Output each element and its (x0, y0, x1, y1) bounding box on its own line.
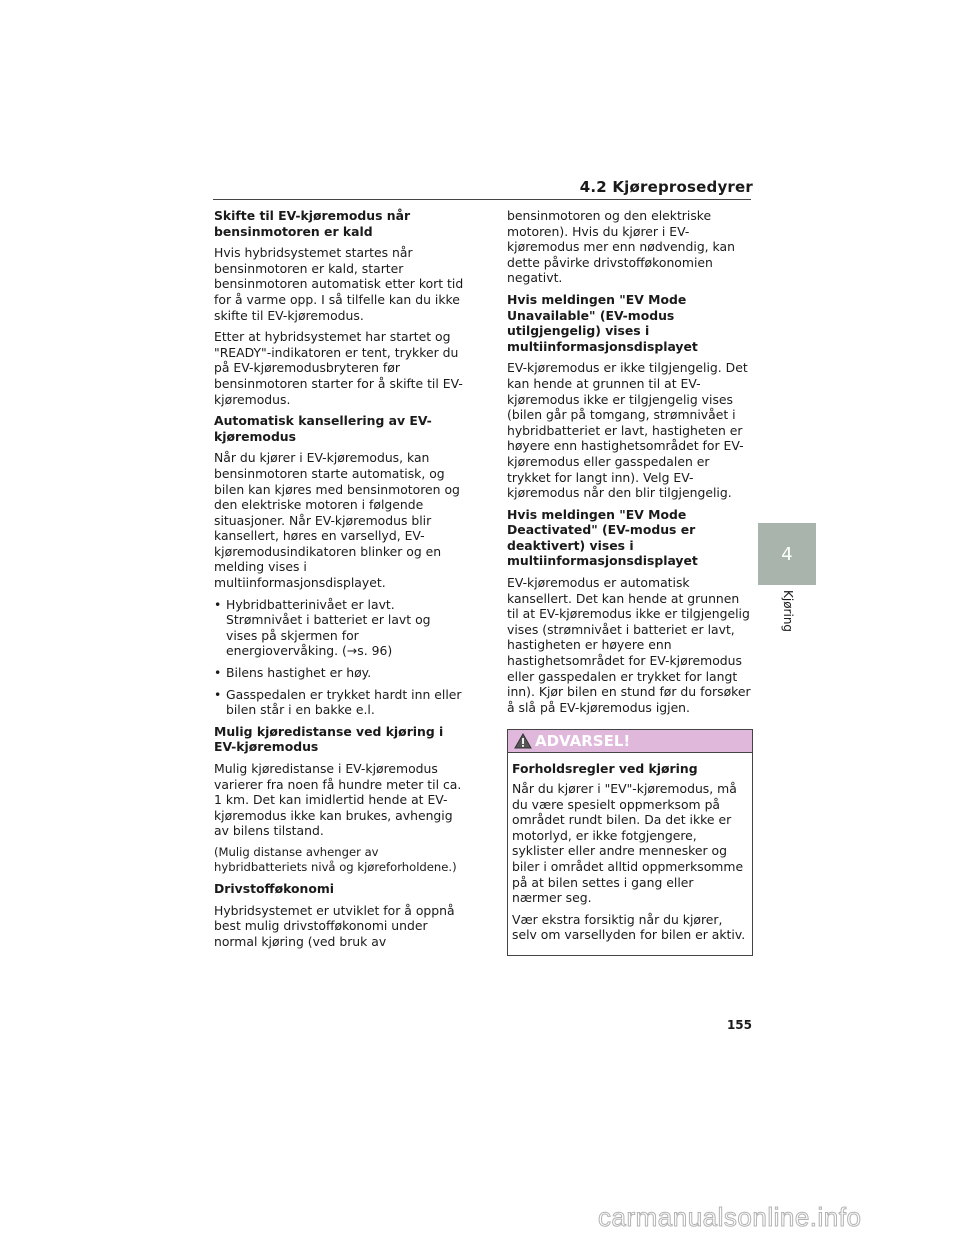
paragraph: Vær ekstra forsiktig når du kjører, selv om varsellyden for bilen er aktiv. (512, 911, 746, 943)
paragraph: Etter at hybridsystemet har startet og "READY"-indikatoren er tent, trykker du på EV-kjøremodusbryteren før bensinmotoren starter for å skifte til EV-kjøremodus. (214, 329, 463, 407)
left-column (214, 208, 464, 955)
heading-fuel-economy: Drivstofføkonomi (214, 880, 334, 896)
heading-ev-unavailable: Hvis meldingen "EV Mode Unavailable" (EV-modus utilgjengelig) vises i multiinformasjonsdisplayet (507, 291, 698, 354)
warning-triangle-icon (514, 733, 532, 749)
heading-ev-cold-engine: Skifte til EV-kjøremodus når bensinmotoren er kald (214, 208, 411, 239)
warning-header (508, 730, 752, 753)
page-number: 155 (726, 1018, 752, 1032)
warning-box (507, 729, 753, 956)
bullet-list (214, 597, 464, 718)
watermark: carmanualsonline.info (598, 1202, 862, 1232)
warning-subtitle: Forholdsregler ved kjøring (512, 761, 698, 777)
paragraph: Når du kjører i EV-kjøremodus, kan bensinmotoren starte automatisk, og bilen kan kjøres med bensinmotoren og den elektriske motoren i følgende situasjoner. Når EV-kjøremodus blir kansellert, høres en varsellyd, EV-kjøremodusindikatoren blinker og en melding vises i multiinformasjonsdisplayet. (214, 450, 460, 591)
heading-ev-deactivated: Hvis meldingen "EV Mode Deactivated" (EV-modus er deaktivert) vises i multiinformasjonsdisplayet (507, 506, 698, 569)
heading-auto-cancel: Automatisk kansellering av EV-kjøremodus (214, 413, 432, 444)
paragraph: Hvis hybridsystemet startes når bensinmotoren er kald, starter bensinmotoren automatisk etter kort tid for å varme opp. I så tilfelle kan du ikke skifte til EV-kjøremodus. (214, 245, 464, 323)
list-item: • Hybridbatterinivået er lavt. Strømnivået i batteriet er lavt og vises på skjermen for energiovervåking. (→s. 96) (214, 597, 464, 659)
chapter-tab: 4 (758, 523, 816, 585)
list-item: • Bilens hastighet er høy. (214, 665, 464, 681)
list-item: • Gasspedalen er trykket hardt inn eller bilen står i en bakke e.l. (214, 687, 464, 718)
paragraph: Når du kjører i "EV"-kjøremodus, må du være spesielt oppmerksom på området rundt bilen. Da det ikke er motorlyd, er ikke fotgjengere, syklister eller andre mennesker og biler i området alltid oppmerksomme på at bilen settes i gang eller nærmer seg. (512, 781, 744, 906)
warning-title: ADVARSEL! (535, 731, 631, 750)
paragraph: Hybridsystemet er utviklet for å oppnå best mulig drivstofføkonomi under normal kjøring (ved bruk av (214, 902, 455, 949)
paragraph: bensinmotoren og den elektriske motoren). Hvis du kjører i EV-kjøremodus mer enn nødvendig, kan dette påvirke drivstofføkonomien negativt. (507, 208, 735, 286)
paragraph: EV-kjøremodus er ikke tilgjengelig. Det kan hende at grunnen til at EV-kjøremodus ikke er tilgjengelig vises (bilen går på tomgang, strømnivået i hybridbatteriet er lavt, hastigheten er høyere enn hastighetsområdet for EV-kjøremodus eller gasspedalen er trykket for langt inn). Velg EV-kjøremodus når den blir tilgjengelig. (507, 360, 748, 501)
warning-body (508, 753, 752, 955)
heading-driving-distance: Mulig kjøredistanse ved kjøring i EV-kjøremodus (214, 723, 444, 755)
paragraph: EV-kjøremodus er automatisk kansellert. Det kan hende at grunnen til at EV-kjøremodus ikke er tilgjengelig vises (strømnivået i batteriet er lavt, hastigheten er høyere enn hastighetsområdet for EV-kjøremodus eller gasspedalen er trykket for langt inn). Kjør bilen en stund før du forsøker å slå på EV-kjøremodus igjen. (507, 575, 751, 715)
right-column (507, 208, 753, 956)
note-paragraph: (Mulig distanse avhenger av hybridbatteriets nivå og kjøreforholdene.) (214, 844, 457, 874)
section-title: 4.2 Kjøreprosedyrer (579, 178, 753, 196)
header-divider (213, 199, 751, 200)
paragraph: Mulig kjøredistanse i EV-kjøremodus varierer fra noen få hundre meter til ca. 1 km. Det kan imidlertid hende at EV-kjøremodus ikke kan brukes, avhengig av bilens tilstand. (214, 761, 462, 839)
chapter-label: Kjøring (781, 590, 795, 633)
